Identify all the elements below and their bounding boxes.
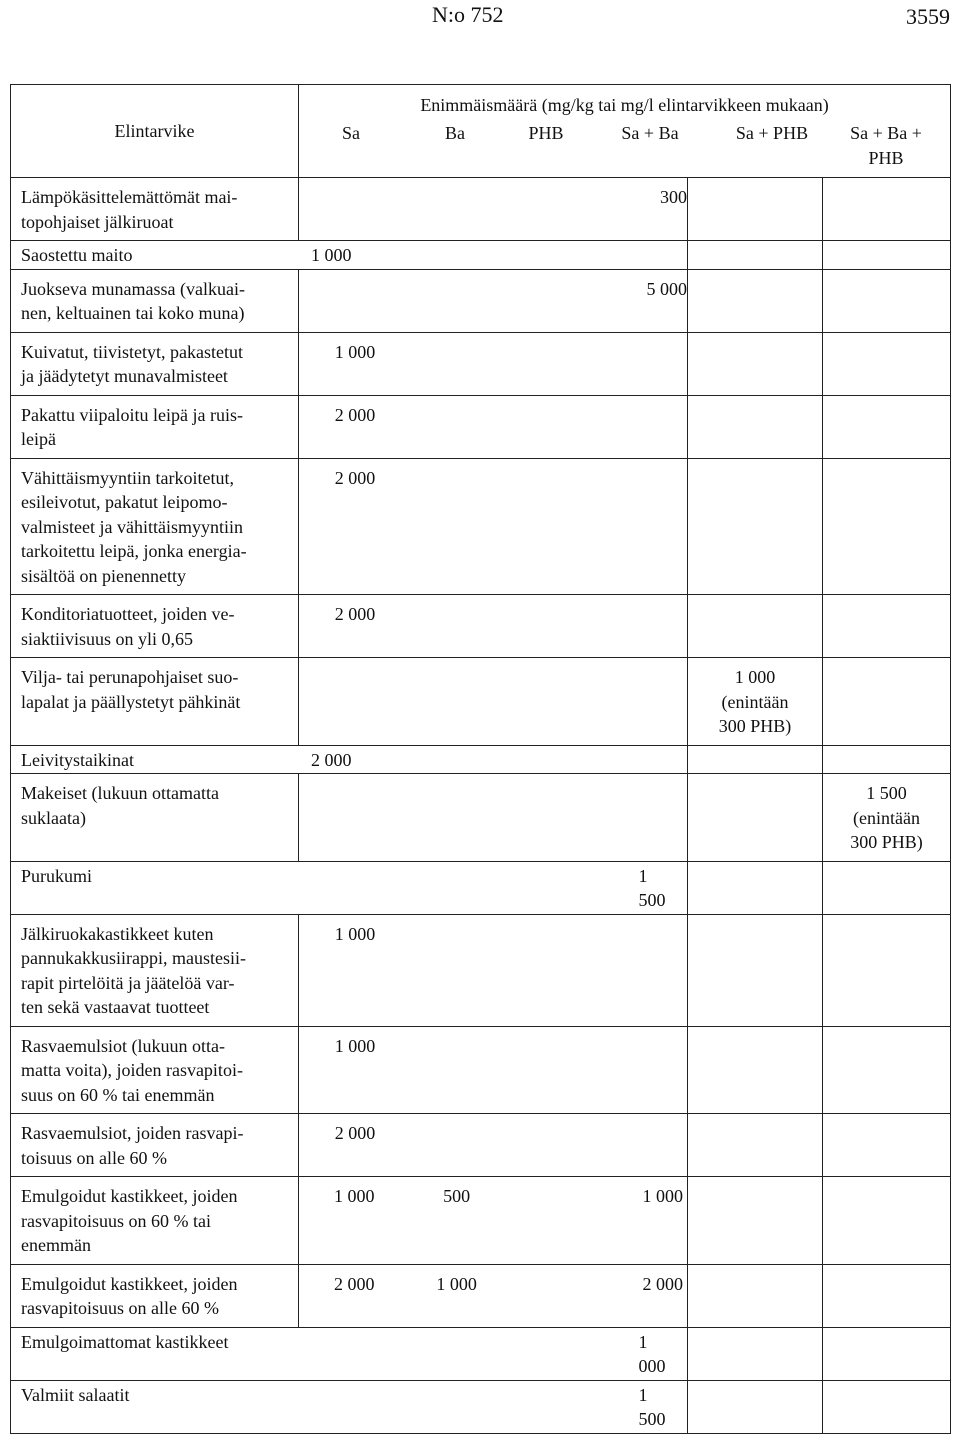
food-cell: Emulgoidut kastikkeet, joiden rasvapitoisuus on alle 60 %	[11, 1264, 299, 1327]
table-row	[11, 458, 951, 595]
food-cell: Makeiset (lukuun ottamatta suklaata)	[11, 774, 299, 862]
table-header-row	[11, 85, 951, 122]
table-row	[11, 1380, 951, 1433]
value-sa-ba: 1 000	[642, 1186, 684, 1206]
table-row	[11, 774, 951, 862]
col-header-sa-phb: Sa + PHB	[735, 123, 809, 144]
table-row	[11, 658, 951, 746]
table-row	[11, 332, 951, 395]
table-row	[11, 178, 951, 241]
value-sa: 1 000	[333, 1186, 375, 1206]
additive-limits-table	[10, 84, 951, 1434]
table-row	[11, 1177, 951, 1265]
food-column-header: Elintarvike	[11, 85, 299, 178]
food-cell: Konditoriatuotteet, joiden ve- siaktiivisuus on yli 0,65	[11, 595, 299, 658]
food-cell: Pakattu viipaloitu leipä ja ruis- leipä	[11, 395, 299, 458]
value-cells-multi	[299, 1177, 688, 1265]
value-cell-sa-ba: 5 000	[299, 269, 688, 332]
food-cell: Emulgoimattomat kastikkeet 1 000	[11, 1327, 688, 1380]
value-cell-sa: 2 000	[299, 458, 688, 595]
food-cell: Vilja- tai perunapohjaiset suo- lapalat ja päällystetyt pähkinät	[11, 658, 299, 746]
food-cell: Rasvaemulsiot, joiden rasvapi- toisuus on alle 60 %	[11, 1114, 299, 1177]
food-cell: Purukumi 1 500	[11, 861, 688, 914]
value-sa-ba: 2 000	[642, 1273, 684, 1294]
food-cell: Emulgoidut kastikkeet, joiden rasvapitoisuus on 60 % tai enemmän	[11, 1177, 299, 1265]
value-cell-sa: 2 000	[299, 595, 688, 658]
value-cell-sa: 1 000	[299, 914, 688, 1026]
value-cell-sa: 2 000	[299, 395, 688, 458]
table-row	[11, 1026, 951, 1114]
value-ba: 1 000	[436, 1273, 477, 1294]
food-cell: Lämpökäsittelemättömät mai- topohjaiset jälkiruoat	[11, 178, 299, 241]
food-cell: Saostettu maito 1 000	[11, 241, 688, 270]
page-header-document-number: N:o 752	[432, 2, 504, 27]
food-cell: Rasvaemulsiot (lukuun otta- matta voita), joiden rasvapitoi- suus on 60 % tai enemmän	[11, 1026, 299, 1114]
value-ba: 500	[443, 1186, 471, 1206]
table-row	[11, 745, 951, 774]
col-header-sa-ba-phb: Sa + Ba + PHB	[850, 123, 922, 168]
food-cell: Jälkiruokakastikkeet kuten pannukakkusiirappi, maustesii- rapit pirtelöitä ja jäätelöä var- ten sekä vastaavat tuotteet	[11, 914, 299, 1026]
col-header-ba: Ba	[445, 123, 465, 144]
value-cell-sa: 2 000	[299, 1114, 688, 1177]
value-cell-sa-ba-phb: 1 500 (enintään 300 PHB)	[823, 774, 951, 862]
max-amount-header: Enimmäismäärä (mg/kg tai mg/l elintarvikkeen mukaan)	[299, 85, 951, 122]
table-row	[11, 861, 951, 914]
value-cells-multi	[299, 1264, 688, 1327]
col-header-sa-ba: Sa + Ba	[621, 123, 679, 144]
value-cell-sa: 1 000	[299, 332, 688, 395]
table-row	[11, 1114, 951, 1177]
food-cell: Vähittäismyyntiin tarkoitetut, esileivotut, pakatut leipomo- valmisteet ja vähittäismyyntiin tarkoitettu leipä, jonka energia- sisältöä on pienennetty	[11, 458, 299, 595]
food-cell: Kuivatut, tiivistetyt, pakastetut ja jäädytetyt munavalmisteet	[11, 332, 299, 395]
value-sa: 2 000	[333, 1273, 375, 1294]
table-row	[11, 595, 951, 658]
value-cell-sa: 1 000	[299, 1026, 688, 1114]
page-number: 3559	[906, 4, 950, 29]
table-row	[11, 1327, 951, 1380]
food-cell: Valmiit salaatit 1 500	[11, 1380, 688, 1433]
food-cell: Leivitystaikinat 2 000	[11, 745, 688, 774]
table-row	[11, 395, 951, 458]
table-row	[11, 1264, 951, 1327]
table-row	[11, 914, 951, 1026]
table-row	[11, 241, 951, 270]
value-cell-sa-phb: 1 000 (enintään 300 PHB)	[688, 658, 823, 746]
food-cell: Juokseva munamassa (valkuai- nen, keltuainen tai koko muna)	[11, 269, 299, 332]
col-header-phb: PHB	[528, 123, 564, 144]
column-headers	[299, 121, 950, 170]
value-cell-sa-ba: 300	[299, 178, 688, 241]
table-row	[11, 269, 951, 332]
col-header-sa: Sa	[342, 123, 360, 144]
